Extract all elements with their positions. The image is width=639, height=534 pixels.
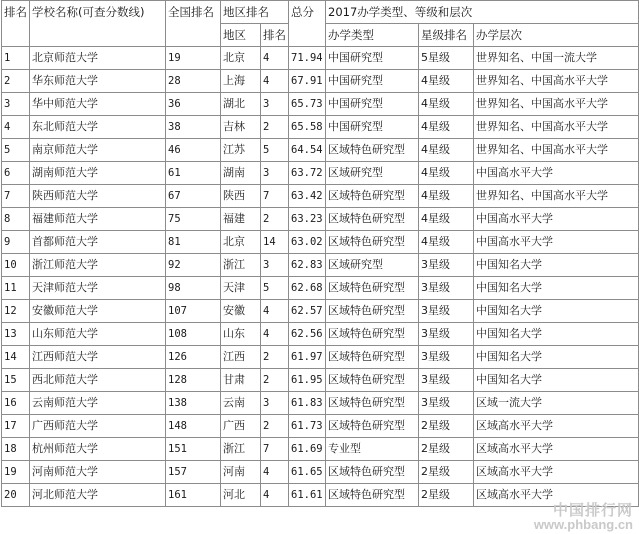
- cell-school-name: 东北师范大学: [30, 116, 166, 139]
- cell-star-rank: 4星级: [419, 93, 474, 116]
- table-row: [2, 208, 639, 231]
- cell-school-level: 区域一流大学: [474, 392, 639, 415]
- cell-school-name: 江西师范大学: [30, 346, 166, 369]
- header-region: 地区: [221, 24, 261, 47]
- table-row: [2, 231, 639, 254]
- cell-school-level: 中国知名大学: [474, 300, 639, 323]
- cell-region: 陕西: [221, 185, 261, 208]
- cell-national-rank: 46: [166, 139, 221, 162]
- cell-region-rank: 7: [261, 185, 289, 208]
- cell-star-rank: 4星级: [419, 116, 474, 139]
- cell-school-type: 区域特色研究型: [326, 484, 419, 507]
- cell-school-name: 河南师范大学: [30, 461, 166, 484]
- cell-school-level: 世界知名、中国高水平大学: [474, 139, 639, 162]
- cell-school-name: 陕西师范大学: [30, 185, 166, 208]
- cell-school-type: 区域特色研究型: [326, 139, 419, 162]
- cell-school-name: 云南师范大学: [30, 392, 166, 415]
- table-row: [2, 392, 639, 415]
- cell-region: 湖南: [221, 162, 261, 185]
- cell-star-rank: 4星级: [419, 208, 474, 231]
- cell-school-name: 湖南师范大学: [30, 162, 166, 185]
- cell-total-score: 62.68: [289, 277, 326, 300]
- table-row: [2, 162, 639, 185]
- cell-total-score: 63.23: [289, 208, 326, 231]
- cell-star-rank: 3星级: [419, 277, 474, 300]
- cell-region-rank: 4: [261, 461, 289, 484]
- cell-rank: 1: [2, 47, 30, 70]
- cell-rank: 10: [2, 254, 30, 277]
- cell-region-rank: 5: [261, 139, 289, 162]
- cell-national-rank: 126: [166, 346, 221, 369]
- site-watermark: [533, 500, 633, 533]
- cell-total-score: 61.83: [289, 392, 326, 415]
- cell-school-level: 世界知名、中国高水平大学: [474, 93, 639, 116]
- cell-school-level: 中国知名大学: [474, 369, 639, 392]
- cell-star-rank: 3星级: [419, 323, 474, 346]
- cell-region: 河北: [221, 484, 261, 507]
- table-row: [2, 346, 639, 369]
- cell-total-score: 65.58: [289, 116, 326, 139]
- cell-rank: 5: [2, 139, 30, 162]
- cell-rank: 20: [2, 484, 30, 507]
- cell-school-level: 世界知名、中国高水平大学: [474, 116, 639, 139]
- cell-school-name: 福建师范大学: [30, 208, 166, 231]
- cell-total-score: 67.91: [289, 70, 326, 93]
- cell-region: 山东: [221, 323, 261, 346]
- cell-region-rank: 4: [261, 70, 289, 93]
- header-rank: 排名: [2, 1, 30, 47]
- cell-school-name: 浙江师范大学: [30, 254, 166, 277]
- table-row: [2, 369, 639, 392]
- cell-region: 北京: [221, 47, 261, 70]
- cell-star-rank: 4星级: [419, 70, 474, 93]
- cell-school-level: 中国知名大学: [474, 346, 639, 369]
- cell-rank: 11: [2, 277, 30, 300]
- cell-region: 江苏: [221, 139, 261, 162]
- cell-school-name: 河北师范大学: [30, 484, 166, 507]
- cell-total-score: 61.73: [289, 415, 326, 438]
- table-header: [2, 1, 639, 47]
- cell-region-rank: 14: [261, 231, 289, 254]
- cell-school-name: 首都师范大学: [30, 231, 166, 254]
- cell-school-level: 中国高水平大学: [474, 208, 639, 231]
- cell-rank: 13: [2, 323, 30, 346]
- cell-rank: 18: [2, 438, 30, 461]
- cell-national-rank: 19: [166, 47, 221, 70]
- cell-star-rank: 3星级: [419, 254, 474, 277]
- cell-star-rank: 3星级: [419, 369, 474, 392]
- cell-region-rank: 4: [261, 300, 289, 323]
- table-row: [2, 438, 639, 461]
- cell-star-rank: 3星级: [419, 392, 474, 415]
- cell-total-score: 65.73: [289, 93, 326, 116]
- cell-school-level: 世界知名、中国高水平大学: [474, 185, 639, 208]
- cell-star-rank: 4星级: [419, 139, 474, 162]
- cell-total-score: 62.57: [289, 300, 326, 323]
- cell-school-level: 区域高水平大学: [474, 484, 639, 507]
- cell-region-rank: 3: [261, 254, 289, 277]
- cell-total-score: 62.83: [289, 254, 326, 277]
- cell-school-type: 区域特色研究型: [326, 369, 419, 392]
- header-school-name: 学校名称(可查分数线): [30, 1, 166, 47]
- cell-region-rank: 3: [261, 93, 289, 116]
- cell-rank: 6: [2, 162, 30, 185]
- cell-region-rank: 2: [261, 346, 289, 369]
- cell-region-rank: 4: [261, 47, 289, 70]
- cell-national-rank: 28: [166, 70, 221, 93]
- cell-region: 广西: [221, 415, 261, 438]
- cell-national-rank: 98: [166, 277, 221, 300]
- cell-school-type: 中国研究型: [326, 116, 419, 139]
- header-national-rank: 全国排名: [166, 1, 221, 47]
- cell-national-rank: 107: [166, 300, 221, 323]
- cell-region-rank: 2: [261, 116, 289, 139]
- cell-school-name: 杭州师范大学: [30, 438, 166, 461]
- cell-school-type: 区域特色研究型: [326, 346, 419, 369]
- cell-star-rank: 4星级: [419, 231, 474, 254]
- cell-total-score: 63.42: [289, 185, 326, 208]
- cell-star-rank: 4星级: [419, 162, 474, 185]
- cell-star-rank: 2星级: [419, 484, 474, 507]
- cell-region-rank: 2: [261, 415, 289, 438]
- cell-star-rank: 2星级: [419, 461, 474, 484]
- table-row: [2, 70, 639, 93]
- cell-school-type: 专业型: [326, 438, 419, 461]
- table-row: [2, 300, 639, 323]
- table-row: [2, 415, 639, 438]
- table-row: [2, 484, 639, 507]
- cell-rank: 8: [2, 208, 30, 231]
- header-star-rank: 星级排名: [419, 24, 474, 47]
- cell-region-rank: 2: [261, 208, 289, 231]
- ranking-table: [1, 0, 639, 507]
- cell-region: 湖北: [221, 93, 261, 116]
- cell-school-name: 北京师范大学: [30, 47, 166, 70]
- table-row: [2, 185, 639, 208]
- cell-total-score: 61.97: [289, 346, 326, 369]
- table-row: [2, 47, 639, 70]
- cell-school-type: 区域研究型: [326, 254, 419, 277]
- table-row: [2, 116, 639, 139]
- cell-star-rank: 4星级: [419, 185, 474, 208]
- cell-school-name: 天津师范大学: [30, 277, 166, 300]
- cell-rank: 17: [2, 415, 30, 438]
- cell-school-type: 区域特色研究型: [326, 461, 419, 484]
- cell-national-rank: 108: [166, 323, 221, 346]
- cell-national-rank: 36: [166, 93, 221, 116]
- cell-school-name: 安徽师范大学: [30, 300, 166, 323]
- cell-school-type: 区域研究型: [326, 162, 419, 185]
- cell-rank: 12: [2, 300, 30, 323]
- watermark-url: www.phbang.cn: [533, 517, 633, 533]
- cell-school-name: 华中师范大学: [30, 93, 166, 116]
- cell-school-level: 世界知名、中国高水平大学: [474, 70, 639, 93]
- cell-region-rank: 5: [261, 277, 289, 300]
- cell-total-score: 71.94: [289, 47, 326, 70]
- cell-star-rank: 3星级: [419, 300, 474, 323]
- header-category-group: 2017办学类型、等级和层次: [326, 1, 639, 24]
- cell-rank: 15: [2, 369, 30, 392]
- cell-national-rank: 148: [166, 415, 221, 438]
- cell-school-level: 中国知名大学: [474, 277, 639, 300]
- cell-school-type: 区域特色研究型: [326, 392, 419, 415]
- watermark-site-name: 中国排行网: [552, 500, 633, 519]
- cell-national-rank: 138: [166, 392, 221, 415]
- cell-national-rank: 151: [166, 438, 221, 461]
- table-body: [2, 47, 639, 507]
- cell-region: 云南: [221, 392, 261, 415]
- cell-region: 上海: [221, 70, 261, 93]
- cell-total-score: 61.61: [289, 484, 326, 507]
- header-school-level: 办学层次: [474, 24, 639, 47]
- table-row: [2, 139, 639, 162]
- table-row: [2, 461, 639, 484]
- cell-region-rank: 2: [261, 369, 289, 392]
- cell-school-level: 中国高水平大学: [474, 162, 639, 185]
- cell-school-type: 区域特色研究型: [326, 231, 419, 254]
- cell-total-score: 61.95: [289, 369, 326, 392]
- cell-national-rank: 81: [166, 231, 221, 254]
- cell-school-type: 区域特色研究型: [326, 208, 419, 231]
- cell-school-level: 区域高水平大学: [474, 461, 639, 484]
- cell-region: 河南: [221, 461, 261, 484]
- cell-national-rank: 67: [166, 185, 221, 208]
- cell-region: 浙江: [221, 438, 261, 461]
- cell-school-name: 广西师范大学: [30, 415, 166, 438]
- cell-school-name: 南京师范大学: [30, 139, 166, 162]
- cell-region-rank: 4: [261, 323, 289, 346]
- cell-region: 浙江: [221, 254, 261, 277]
- cell-school-type: 中国研究型: [326, 47, 419, 70]
- cell-total-score: 62.56: [289, 323, 326, 346]
- cell-school-type: 区域特色研究型: [326, 185, 419, 208]
- header-region-rank-group: 地区排名: [221, 1, 289, 24]
- cell-star-rank: 2星级: [419, 415, 474, 438]
- cell-region-rank: 7: [261, 438, 289, 461]
- header-region-rank: 排名: [261, 24, 289, 47]
- cell-rank: 9: [2, 231, 30, 254]
- cell-national-rank: 75: [166, 208, 221, 231]
- cell-star-rank: 5星级: [419, 47, 474, 70]
- cell-region: 北京: [221, 231, 261, 254]
- cell-school-level: 区域高水平大学: [474, 415, 639, 438]
- cell-rank: 3: [2, 93, 30, 116]
- cell-school-type: 中国研究型: [326, 70, 419, 93]
- header-school-type: 办学类型: [326, 24, 419, 47]
- cell-rank: 4: [2, 116, 30, 139]
- cell-rank: 19: [2, 461, 30, 484]
- table-row: [2, 277, 639, 300]
- table-row: [2, 323, 639, 346]
- cell-region: 甘肃: [221, 369, 261, 392]
- header-total-score: 总分: [289, 1, 326, 47]
- cell-region: 江西: [221, 346, 261, 369]
- cell-total-score: 61.69: [289, 438, 326, 461]
- cell-national-rank: 38: [166, 116, 221, 139]
- cell-school-type: 区域特色研究型: [326, 415, 419, 438]
- cell-school-name: 华东师范大学: [30, 70, 166, 93]
- cell-total-score: 63.02: [289, 231, 326, 254]
- table-row: [2, 93, 639, 116]
- cell-region: 吉林: [221, 116, 261, 139]
- cell-national-rank: 161: [166, 484, 221, 507]
- table-row: [2, 254, 639, 277]
- cell-school-level: 中国知名大学: [474, 323, 639, 346]
- cell-school-type: 区域特色研究型: [326, 323, 419, 346]
- cell-total-score: 61.65: [289, 461, 326, 484]
- cell-rank: 2: [2, 70, 30, 93]
- cell-national-rank: 92: [166, 254, 221, 277]
- cell-total-score: 64.54: [289, 139, 326, 162]
- cell-school-level: 中国知名大学: [474, 254, 639, 277]
- cell-region-rank: 3: [261, 162, 289, 185]
- cell-school-type: 区域特色研究型: [326, 277, 419, 300]
- cell-school-type: 区域特色研究型: [326, 300, 419, 323]
- cell-rank: 16: [2, 392, 30, 415]
- cell-school-level: 区域高水平大学: [474, 438, 639, 461]
- cell-national-rank: 157: [166, 461, 221, 484]
- cell-region: 福建: [221, 208, 261, 231]
- cell-rank: 7: [2, 185, 30, 208]
- cell-school-name: 山东师范大学: [30, 323, 166, 346]
- cell-region: 天津: [221, 277, 261, 300]
- cell-total-score: 63.72: [289, 162, 326, 185]
- cell-school-level: 中国高水平大学: [474, 231, 639, 254]
- cell-school-level: 世界知名、中国一流大学: [474, 47, 639, 70]
- cell-national-rank: 61: [166, 162, 221, 185]
- cell-school-type: 中国研究型: [326, 93, 419, 116]
- cell-region-rank: 4: [261, 484, 289, 507]
- cell-school-name: 西北师范大学: [30, 369, 166, 392]
- cell-star-rank: 2星级: [419, 438, 474, 461]
- cell-national-rank: 128: [166, 369, 221, 392]
- cell-star-rank: 3星级: [419, 346, 474, 369]
- cell-region-rank: 3: [261, 392, 289, 415]
- cell-region: 安徽: [221, 300, 261, 323]
- cell-rank: 14: [2, 346, 30, 369]
